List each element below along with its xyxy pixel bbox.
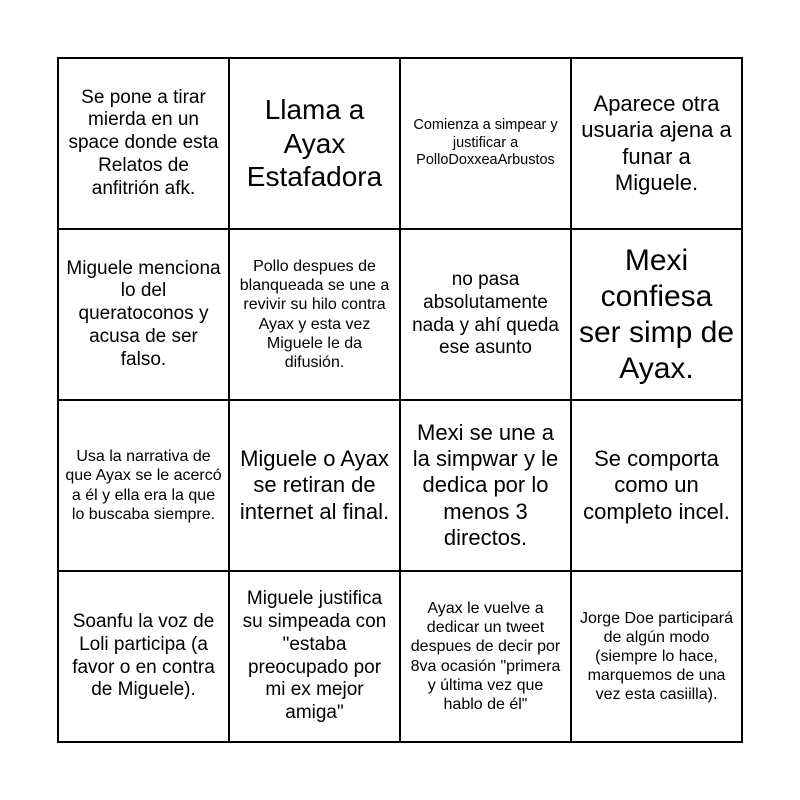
- bingo-cell-text: Pollo despues de blanqueada se une a revivir su hilo contra Ayax y esta vez Miguele le da difusión.: [239, 257, 390, 371]
- bingo-cell[interactable]: [572, 572, 743, 743]
- bingo-cell[interactable]: [59, 401, 230, 572]
- bingo-cell[interactable]: [401, 572, 572, 743]
- bingo-cell-text: Mexi se une a la simpwar y le dedica por lo menos 3 directos.: [412, 419, 559, 551]
- bingo-cell[interactable]: [59, 230, 230, 401]
- bingo-cell-text: Ayax le vuelve a dedicar un tweet despues de decir por 8va ocasión "primera y última vez que hablo de él": [410, 599, 561, 713]
- bingo-cell[interactable]: [230, 230, 401, 401]
- bingo-cell-text: Usa la narrativa de que Ayax se le acercó a él y ella era la que lo buscaba siempre.: [65, 448, 222, 523]
- bingo-cell[interactable]: [401, 230, 572, 401]
- bingo-cell-text: Miguele o Ayax se retiran de internet al final.: [239, 445, 390, 524]
- bingo-cell-text: Soanfu la voz de Loli participa (a favor o en contra de Miguele).: [72, 610, 215, 701]
- bingo-cell-text: Se comporta como un completo incel.: [583, 445, 730, 524]
- bingo-cell[interactable]: [401, 59, 572, 230]
- bingo-cell-text: Miguele justifica su simpeada con "estaba preocupado por mi ex mejor amiga": [242, 588, 387, 724]
- bingo-cell-text: Mexi confiesa ser simp de Ayax.: [578, 243, 735, 385]
- bingo-cell[interactable]: [230, 572, 401, 743]
- bingo-cell-text: Aparece otra usuaria ajena a funar a Miguele.: [581, 90, 732, 195]
- bingo-cell[interactable]: [572, 401, 743, 572]
- bingo-cell[interactable]: [230, 59, 401, 230]
- bingo-cell-text: no pasa absolutamente nada y ahí queda ese asunto: [412, 268, 559, 359]
- bingo-cell[interactable]: [572, 59, 743, 230]
- bingo-cell[interactable]: [572, 230, 743, 401]
- bingo-cell-text: Miguele menciona lo del queratoconos y acusa de ser falso.: [66, 257, 221, 370]
- bingo-board: [57, 57, 743, 743]
- bingo-cell[interactable]: [59, 572, 230, 743]
- bingo-cell-text: Llama a Ayax Estafadora: [246, 94, 383, 193]
- bingo-cell-text: Comienza a simpear y justificar a PolloDoxxeaArbustos: [413, 117, 558, 169]
- bingo-cell[interactable]: [230, 401, 401, 572]
- bingo-cell[interactable]: [401, 401, 572, 572]
- bingo-cell[interactable]: [59, 59, 230, 230]
- bingo-cell-text: Se pone a tirar mierda en un space donde esta Relatos de anfitrión afk.: [68, 86, 219, 199]
- bingo-cell-text: Jorge Doe participará de algún modo (siempre lo hace, marquemos de una vez esta casiilla).: [580, 609, 733, 704]
